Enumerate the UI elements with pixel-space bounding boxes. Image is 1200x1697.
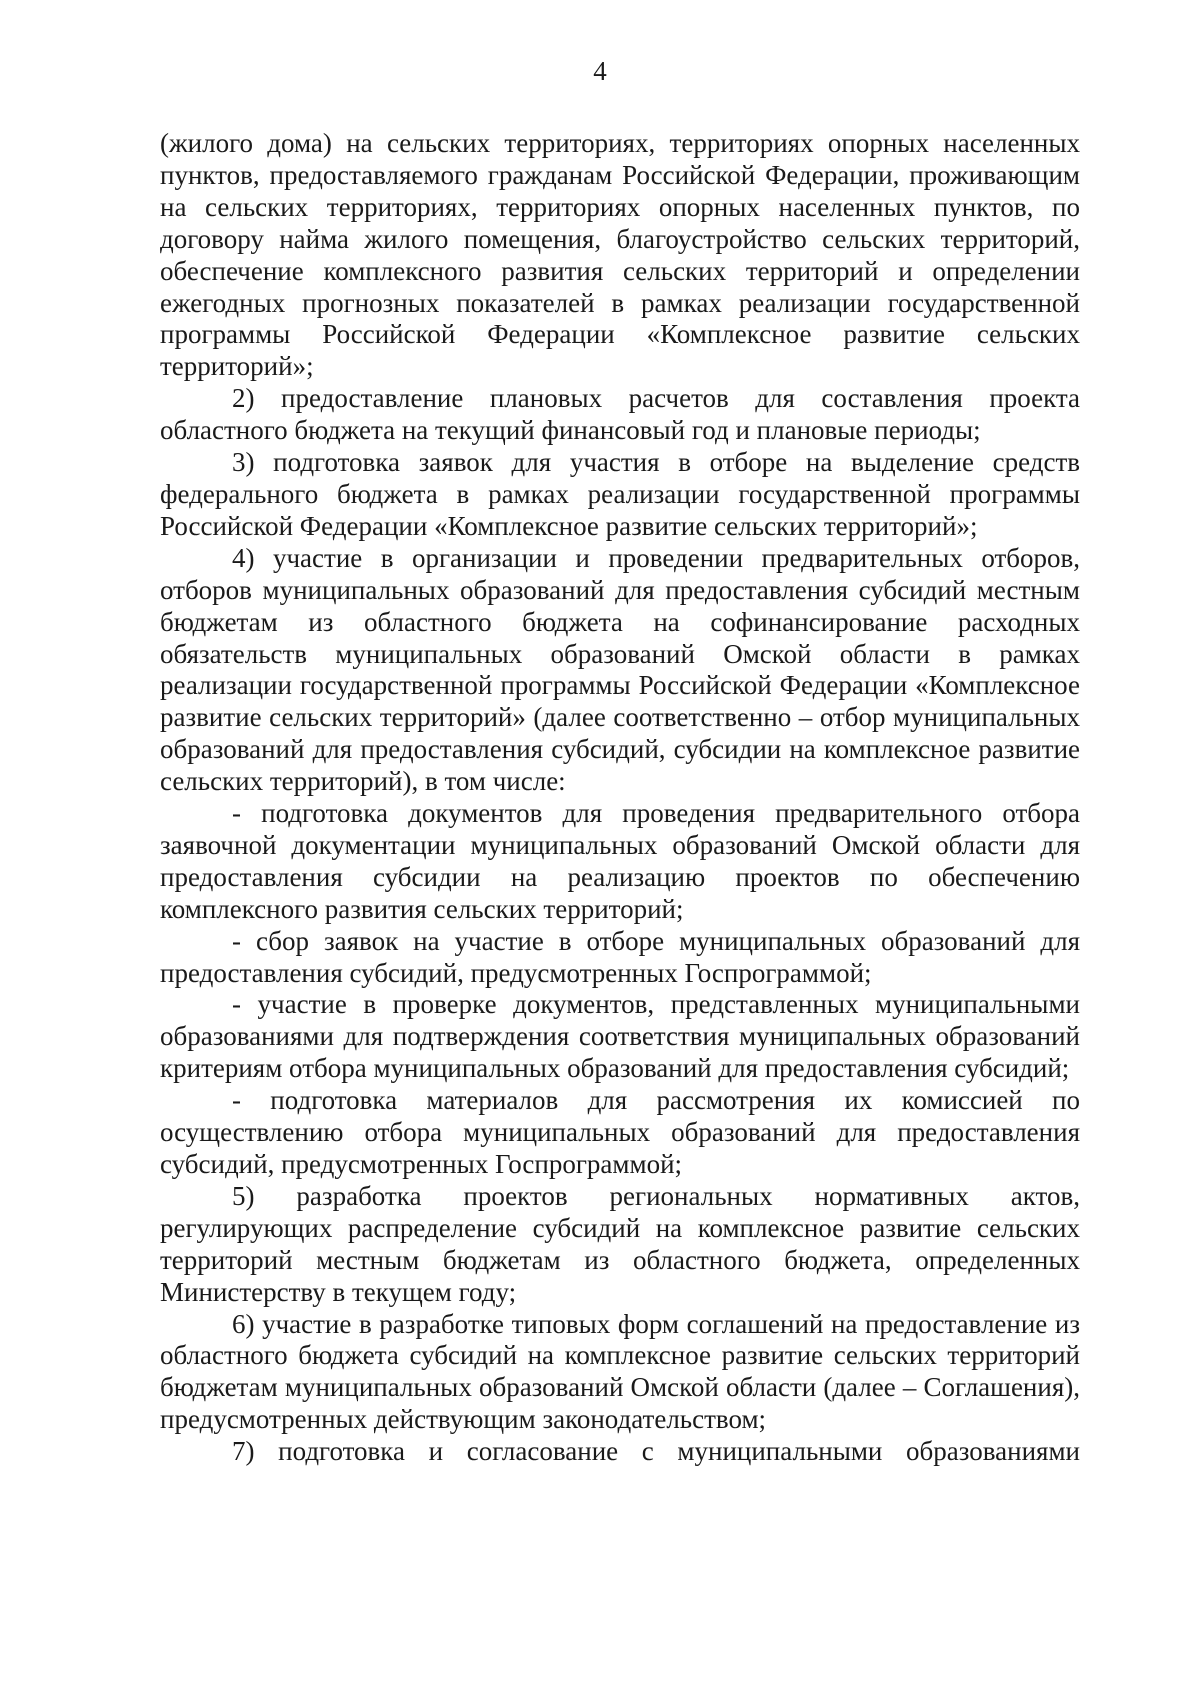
paragraph-item-3: 3) подготовка заявок для участия в отборе на выделение средств федерального бюджета в рамках реализации государственной программы Российской Федерации «Комплексное развитие сельских территорий»; — [160, 447, 1080, 541]
paragraph-item-4: 4) участие в организации и проведении предварительных отборов, отборов муниципальных образований для предоставления субсидий местным бюджетам из областного бюджета на софинансирование расходных обязательств муниципальных образований Омской области в рамках реализации государственной программы Российской Федерации «Комплексное развитие сельских территорий» (далее соответственно – отбор муниципальных образований для предоставления субсидий, субсидии на комплексное развитие сельских территорий), в том числе: — [160, 542, 1080, 797]
paragraph-subitem-documents: - подготовка документов для проведения предварительного отбора заявочной документации муниципальных образований Омской области для предоставления субсидии на реализацию проектов по обеспечению комплексного развития сельских территорий; — [160, 798, 1080, 924]
paragraph-item-6: 6) участие в разработке типовых форм соглашений на предоставление из областного бюджета субсидий на комплексное развитие сельских территорий бюджетам муниципальных образований Омской области (далее – Соглашения), предусмотренных действующим законодательством; — [160, 1308, 1080, 1435]
paragraph-subitem-materials: - подготовка материалов для рассмотрения их комиссией по осуществлению отбора муниципальных образований для предоставления субсидий, предусмотренных Госпрограммой; — [160, 1085, 1080, 1179]
paragraph-item-5: 5) разработка проектов региональных нормативных актов, регулирующих распределение субсидий на комплексное развитие сельских территорий местным бюджетам из областного бюджета, определенных Министерству в текущем году; — [160, 1180, 1080, 1307]
page-number: 4 — [593, 56, 607, 86]
paragraph-item-7: 7) подготовка и согласование с муниципальными образованиями — [232, 1436, 1080, 1467]
paragraph-item-2: 2) предоставление плановых расчетов для составления проекта областного бюджета на текущий финансовый год и плановые периоды; — [160, 383, 1080, 446]
paragraph-continuation: (жилого дома) на сельских территориях, территориях опорных населенных пунктов, предоставляемого гражданам Российской Федерации, проживающим на сельских территориях, территориях опорных населенных пунктов, по договору найма жилого помещения, благоустройство сельских территорий, обеспечение комплексного развития сельских территорий и определении ежегодных прогнозных показателей в рамках реализации государственной программы Российской Федерации «Комплексное развитие сельских территорий»; — [160, 128, 1080, 382]
paragraph-subitem-verification: - участие в проверке документов, представленных муниципальными образованиями для подтверждения соответствия муниципальных образований критериям отбора муниципальных образований для предоставления субсидий; — [160, 989, 1080, 1084]
document-body — [160, 128, 1080, 1468]
paragraph-subitem-applications: - сбор заявок на участие в отборе муниципальных образований для предоставления субсидий, предусмотренных Госпрограммой; — [160, 925, 1080, 988]
